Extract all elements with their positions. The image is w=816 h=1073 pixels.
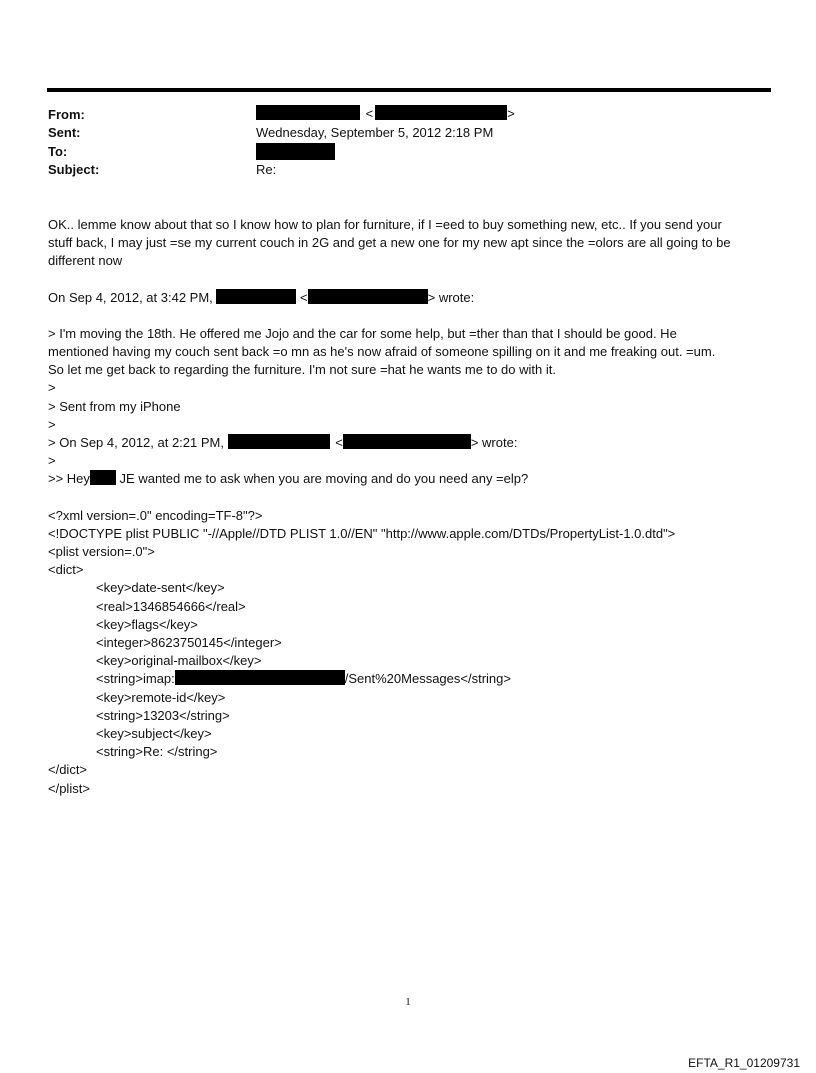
subject-label: Subject: xyxy=(48,162,100,177)
redaction-block xyxy=(375,105,507,120)
plist-line xyxy=(48,670,778,688)
redaction-block xyxy=(216,289,296,304)
redaction-block xyxy=(256,105,360,120)
redaction-block xyxy=(228,434,330,449)
plist-line: <integer>8623750145</integer> xyxy=(96,635,282,651)
quote-attribution xyxy=(48,434,778,452)
from-label: From: xyxy=(48,107,85,122)
quote-line: > xyxy=(48,416,56,432)
plist-line: <string>13203</string> xyxy=(96,707,230,723)
plist-imap-prefix: <string>imap: xyxy=(96,671,175,687)
from-lt: < xyxy=(365,106,374,121)
document-id: EFTA_R1_01209731 xyxy=(688,1056,800,1070)
header-rule xyxy=(47,88,771,92)
body-line: OK.. lemme know about that so I know how to plan for furniture, if I =eed to buy something new, etc.. If you send your xyxy=(48,217,722,232)
sent-value: Wednesday, September 5, 2012 2:18 PM xyxy=(256,125,494,140)
plist-line: <dict> xyxy=(48,562,84,578)
quote-line xyxy=(48,470,778,488)
plist-block xyxy=(48,507,778,798)
quote-line: mentioned having my couch sent back =o mn as he's now afraid of someone spilling on it and me freaking out. =um. xyxy=(48,344,716,360)
quote-attribution xyxy=(48,289,778,307)
sent-label: Sent: xyxy=(48,125,81,140)
redaction-block xyxy=(256,143,335,160)
attribution-wrote: > wrote: xyxy=(470,435,518,451)
attribution-lt: < xyxy=(335,435,343,451)
from-gt: > xyxy=(507,106,515,121)
quote-line: So let me get back to regarding the furniture. I'm not sure =hat he wants me to do with it. xyxy=(48,362,556,378)
attribution-text: On Sep 4, 2012, at 3:42 PM, xyxy=(48,289,213,305)
plist-line: <plist version=.0"> xyxy=(48,544,155,560)
body-line: stuff back, I may just =se my current couch in 2G and get a new one for my new apt since the =olors are all going to be xyxy=(48,235,731,251)
attribution-lt: < xyxy=(300,289,308,305)
plist-line: <key>date-sent</key> xyxy=(96,580,225,596)
plist-line: </dict> xyxy=(48,762,88,778)
quote-text: JE wanted me to ask when you are moving and do you need any =elp? xyxy=(119,471,529,487)
redaction-block xyxy=(308,289,428,304)
plist-line: <?xml version=.0" encoding=TF-8"?> xyxy=(48,507,263,523)
attribution-wrote: > wrote: xyxy=(427,289,475,305)
quote-line: > xyxy=(48,380,56,396)
quote-line: > xyxy=(48,453,56,469)
hey-text: >> Hey xyxy=(48,471,90,487)
plist-line: <key>remote-id</key> xyxy=(96,689,226,705)
quote-line: > I'm moving the 18th. He offered me Jojo and the car for some help, but =ther than that I should be good. He xyxy=(48,325,677,341)
plist-line: <real>1346854666</real> xyxy=(96,598,246,614)
plist-line: <key>original-mailbox</key> xyxy=(96,653,262,669)
plist-imap-suffix: /Sent%20Messages</string> xyxy=(344,671,511,687)
redaction-block xyxy=(90,470,116,485)
attribution-text: > On Sep 4, 2012, at 2:21 PM, xyxy=(48,435,224,451)
plist-line: <string>Re: </string> xyxy=(96,744,218,760)
email-body xyxy=(48,216,778,798)
to-label: To: xyxy=(48,144,68,159)
quote-line: > Sent from my iPhone xyxy=(48,398,181,414)
to-value xyxy=(256,143,335,161)
plist-line: <key>flags</key> xyxy=(96,616,198,632)
redaction-block xyxy=(175,670,345,685)
redaction-block xyxy=(343,434,471,449)
plist-line: <key>subject</key> xyxy=(96,726,212,742)
subject-value: Re: xyxy=(256,162,277,177)
plist-line: </plist> xyxy=(48,780,90,796)
from-value xyxy=(256,105,515,121)
page-number: 1 xyxy=(405,996,411,1008)
plist-line: <!DOCTYPE plist PUBLIC "-//Apple//DTD PLIST 1.0//EN" "http://www.apple.com/DTDs/PropertyList-1.0.dtd"> xyxy=(48,525,676,541)
body-line: different now xyxy=(48,253,123,269)
